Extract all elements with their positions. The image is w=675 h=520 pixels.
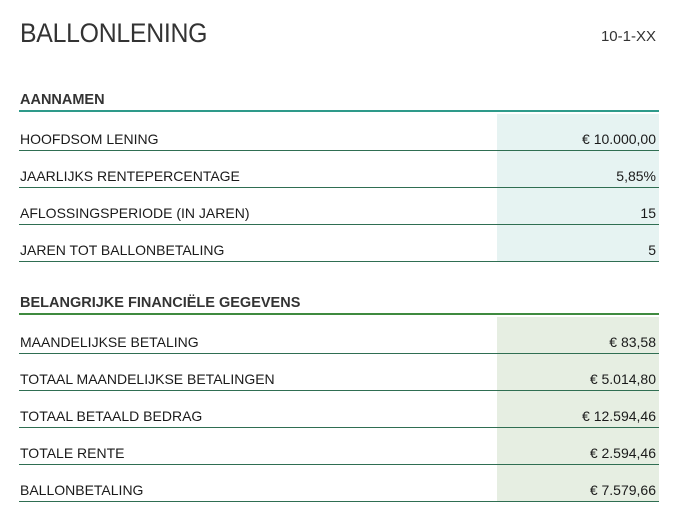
- key-figures-heading: BELANGRIJKE FINANCIËLE GEGEVENS: [20, 295, 301, 311]
- row-label: AFLOSSINGSPERIODE (IN JAREN): [20, 205, 250, 221]
- row-label: TOTAAL BETAALD BEDRAG: [20, 408, 203, 424]
- page-title: BALLONLENING: [20, 18, 208, 48]
- cell-value: 15: [640, 205, 656, 221]
- key-figures-header: [19, 295, 659, 315]
- key-figures-divider: [19, 313, 659, 315]
- interest-rate-input[interactable]: [497, 151, 659, 187]
- table-row: [19, 465, 659, 502]
- date-cell[interactable]: 10-1-XX: [600, 28, 656, 45]
- total-paid-cell[interactable]: [497, 391, 659, 427]
- table-row: [19, 391, 659, 428]
- key-figures-table: [19, 317, 659, 502]
- cell-value: € 7.579,66: [589, 482, 656, 498]
- total-interest-cell[interactable]: [497, 428, 659, 464]
- monthly-payment-cell[interactable]: [497, 317, 659, 353]
- row-label: MAANDELIJKSE BETALING: [20, 334, 199, 350]
- row-label: HOOFDSOM LENING: [20, 131, 159, 147]
- balloon-payment-cell[interactable]: [497, 465, 659, 501]
- assumptions-table: [19, 114, 659, 262]
- table-row: [19, 151, 659, 188]
- table-row: [19, 428, 659, 465]
- cell-value: 5,85%: [616, 168, 656, 184]
- total-monthly-payments-cell[interactable]: [497, 354, 659, 390]
- table-row: [19, 225, 659, 262]
- cell-value: € 2.594,46: [589, 445, 656, 461]
- cell-value: 5: [648, 242, 656, 258]
- table-row: [19, 114, 659, 151]
- table-row: [19, 317, 659, 354]
- row-label: TOTAAL MAANDELIJKSE BETALINGEN: [20, 371, 275, 387]
- cell-value: € 5.014,80: [589, 371, 656, 387]
- row-label: BALLONBETALING: [20, 482, 144, 498]
- loan-principal-input[interactable]: [497, 114, 659, 150]
- loan-term-input[interactable]: [497, 188, 659, 224]
- assumptions-divider: [19, 110, 659, 112]
- assumptions-heading: AANNAMEN: [20, 92, 105, 108]
- cell-value: € 12.594,46: [582, 408, 656, 424]
- row-label: JAREN TOT BALLONBETALING: [20, 242, 225, 258]
- assumptions-header: [19, 92, 659, 112]
- years-to-balloon-input[interactable]: [497, 225, 659, 261]
- table-row: [19, 354, 659, 391]
- table-row: [19, 188, 659, 225]
- row-label: JAARLIJKS RENTEPERCENTAGE: [20, 168, 240, 184]
- cell-value: € 83,58: [609, 334, 656, 350]
- row-label: TOTALE RENTE: [20, 445, 125, 461]
- cell-value: € 10.000,00: [582, 131, 656, 147]
